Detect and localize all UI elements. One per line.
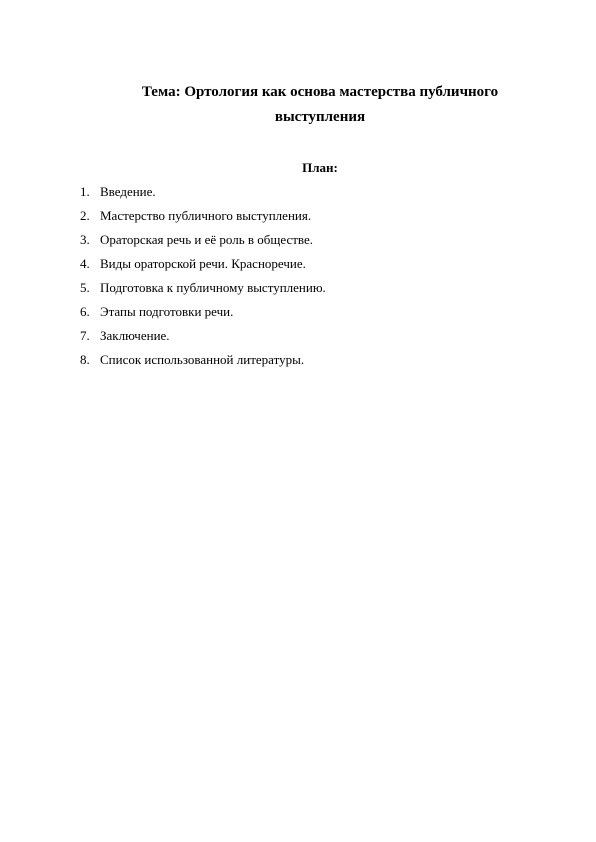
plan-item-number: 1. <box>80 184 90 199</box>
plan-item <box>80 232 326 256</box>
plan-item <box>80 184 326 208</box>
plan-item-text: Этапы подготовки речи. <box>100 304 234 319</box>
plan-item-text: Ораторская речь и её роль в обществе. <box>100 232 314 247</box>
plan-item-text: Введение. <box>100 184 156 199</box>
plan-heading: План: <box>302 160 338 175</box>
plan-item-text: Список использованной литературы. <box>100 352 305 367</box>
plan-item-number: 5. <box>80 280 90 295</box>
plan-item-number: 2. <box>80 208 90 223</box>
plan-item-number: 8. <box>80 352 90 367</box>
title-line-1: Тема: Ортология как основа мастерства публичного <box>141 84 499 100</box>
title-line-2: выступления <box>274 109 366 125</box>
plan-item-number: 6. <box>80 304 90 319</box>
plan-item <box>80 352 326 376</box>
plan-item-text: Мастерство публичного выступления. <box>100 208 312 223</box>
document-title <box>100 80 540 130</box>
plan-item-text: Виды ораторской речи. Красноречие. <box>100 256 306 271</box>
plan-item <box>80 208 326 232</box>
plan-item-number: 3. <box>80 232 90 247</box>
plan-list <box>80 184 326 376</box>
plan-item <box>80 256 326 280</box>
plan-item <box>80 328 326 352</box>
plan-item <box>80 304 326 328</box>
plan-item-number: 7. <box>80 328 90 343</box>
plan-item <box>80 280 326 304</box>
plan-item-text: Подготовка к публичному выступлению. <box>100 280 326 295</box>
plan-item-number: 4. <box>80 256 90 271</box>
plan-item-text: Заключение. <box>100 328 170 343</box>
